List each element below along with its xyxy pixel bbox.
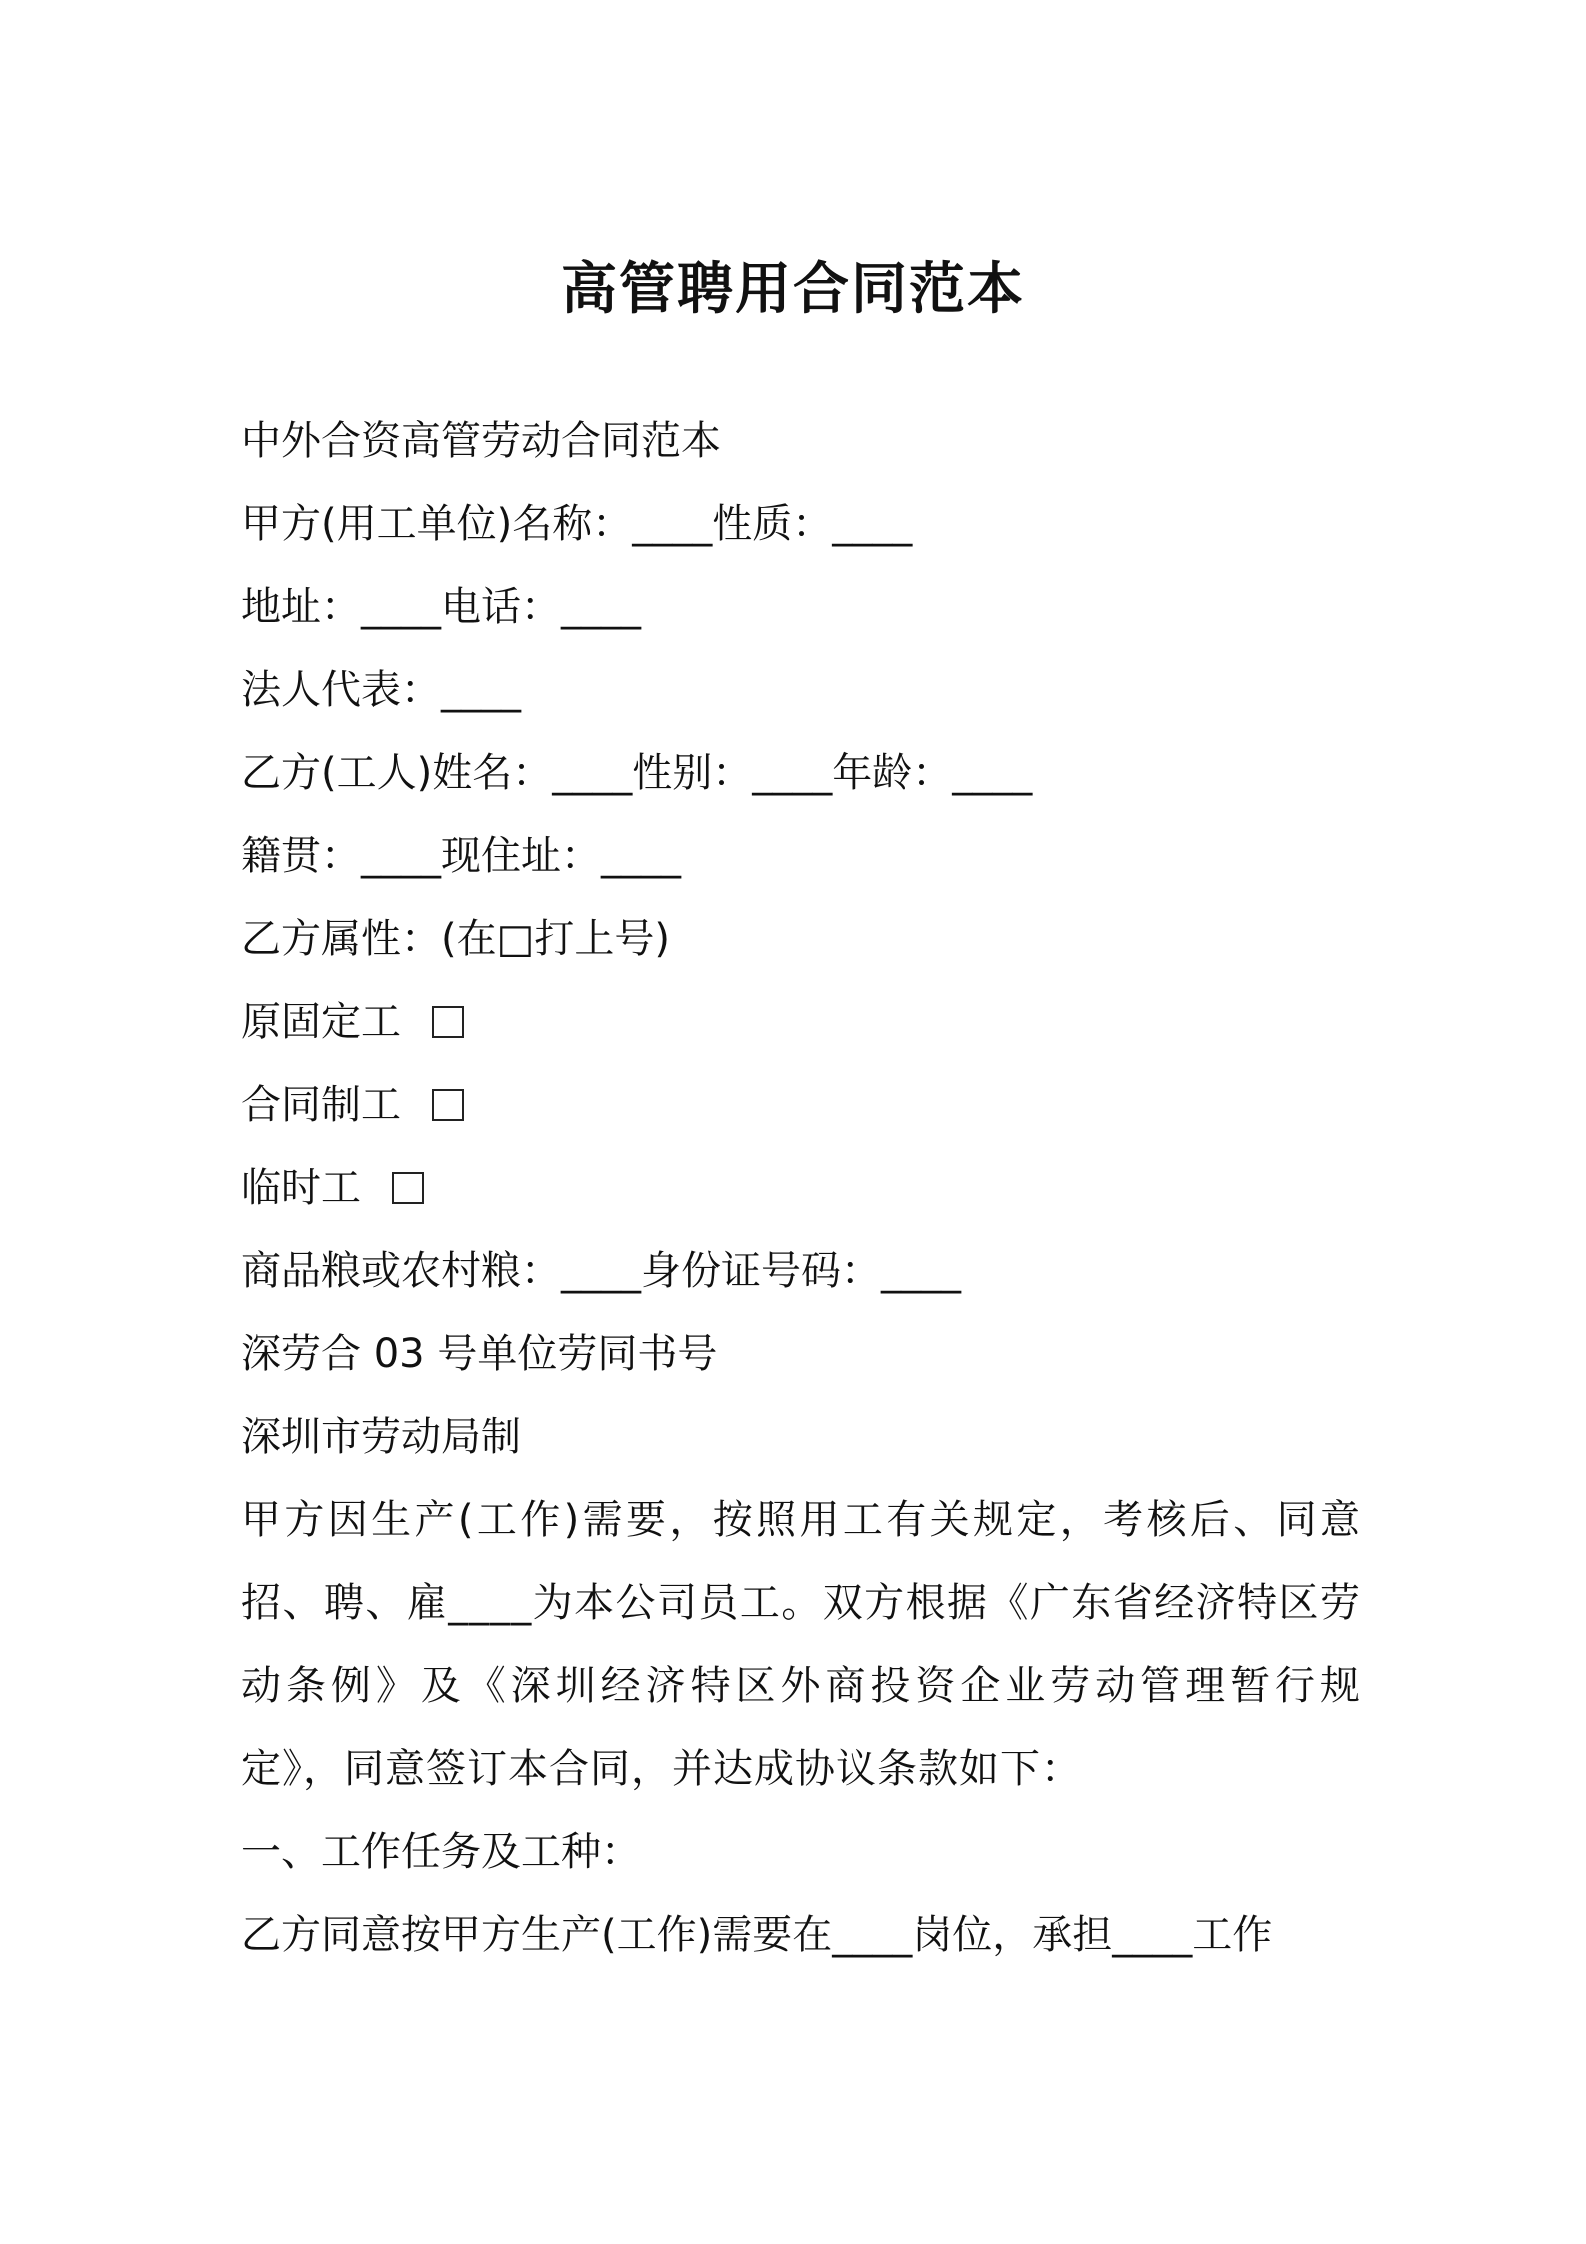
option-contract-worker [241,1064,1361,1147]
preamble-paragraph: 甲方因生产(工作)需要，按照用工有关规定，考核后、同意招、聘、雇____为本公司员工。双方根据《广东省经济特区劳动条例》及《深圳经济特区外商投资企业劳动管理暂行规定》，同意签订本合同，并达成协议条款如下： [241,1497,1361,1792]
legal-rep-line: 法人代表：____ [241,667,521,713]
option-label: 原固定工 [241,999,427,1045]
issuer-line: 深圳市劳动局制 [241,1414,521,1460]
fixed-worker-checkbox[interactable] [432,1006,464,1038]
native-place-line: 籍贯：____现住址：____ [241,833,681,879]
option-label: 临时工 [241,1165,387,1211]
contract-worker-checkbox[interactable] [432,1089,464,1121]
option-fixed-worker [241,981,1361,1064]
temporary-worker-checkbox[interactable] [392,1172,424,1204]
option-temporary-worker [241,1147,1361,1230]
document-title: 高管聘用合同范本 [561,257,1025,322]
contract-number-line: 深劳合 03 号单位劳同书号 [241,1331,718,1377]
subtitle-line: 中外合资高管劳动合同范本 [241,418,721,464]
document-body [241,400,1361,1977]
section-heading: 一、工作任务及工种： [241,1829,641,1875]
option-label: 合同制工 [241,1082,427,1128]
section-text: 乙方同意按甲方生产(工作)需要在____岗位，承担____工作 [241,1912,1273,1958]
address-phone-line: 地址：____电话：____ [241,584,641,630]
party-b-name-line: 乙方(工人)姓名：____性别：____年龄：____ [241,750,1033,796]
party-a-name-line: 甲方(用工单位)名称：____性质：____ [241,501,913,547]
party-b-attribute-line: 乙方属性：(在□打上号) [241,916,671,962]
grain-id-line: 商品粮或农村粮：____身份证号码：____ [241,1248,961,1294]
